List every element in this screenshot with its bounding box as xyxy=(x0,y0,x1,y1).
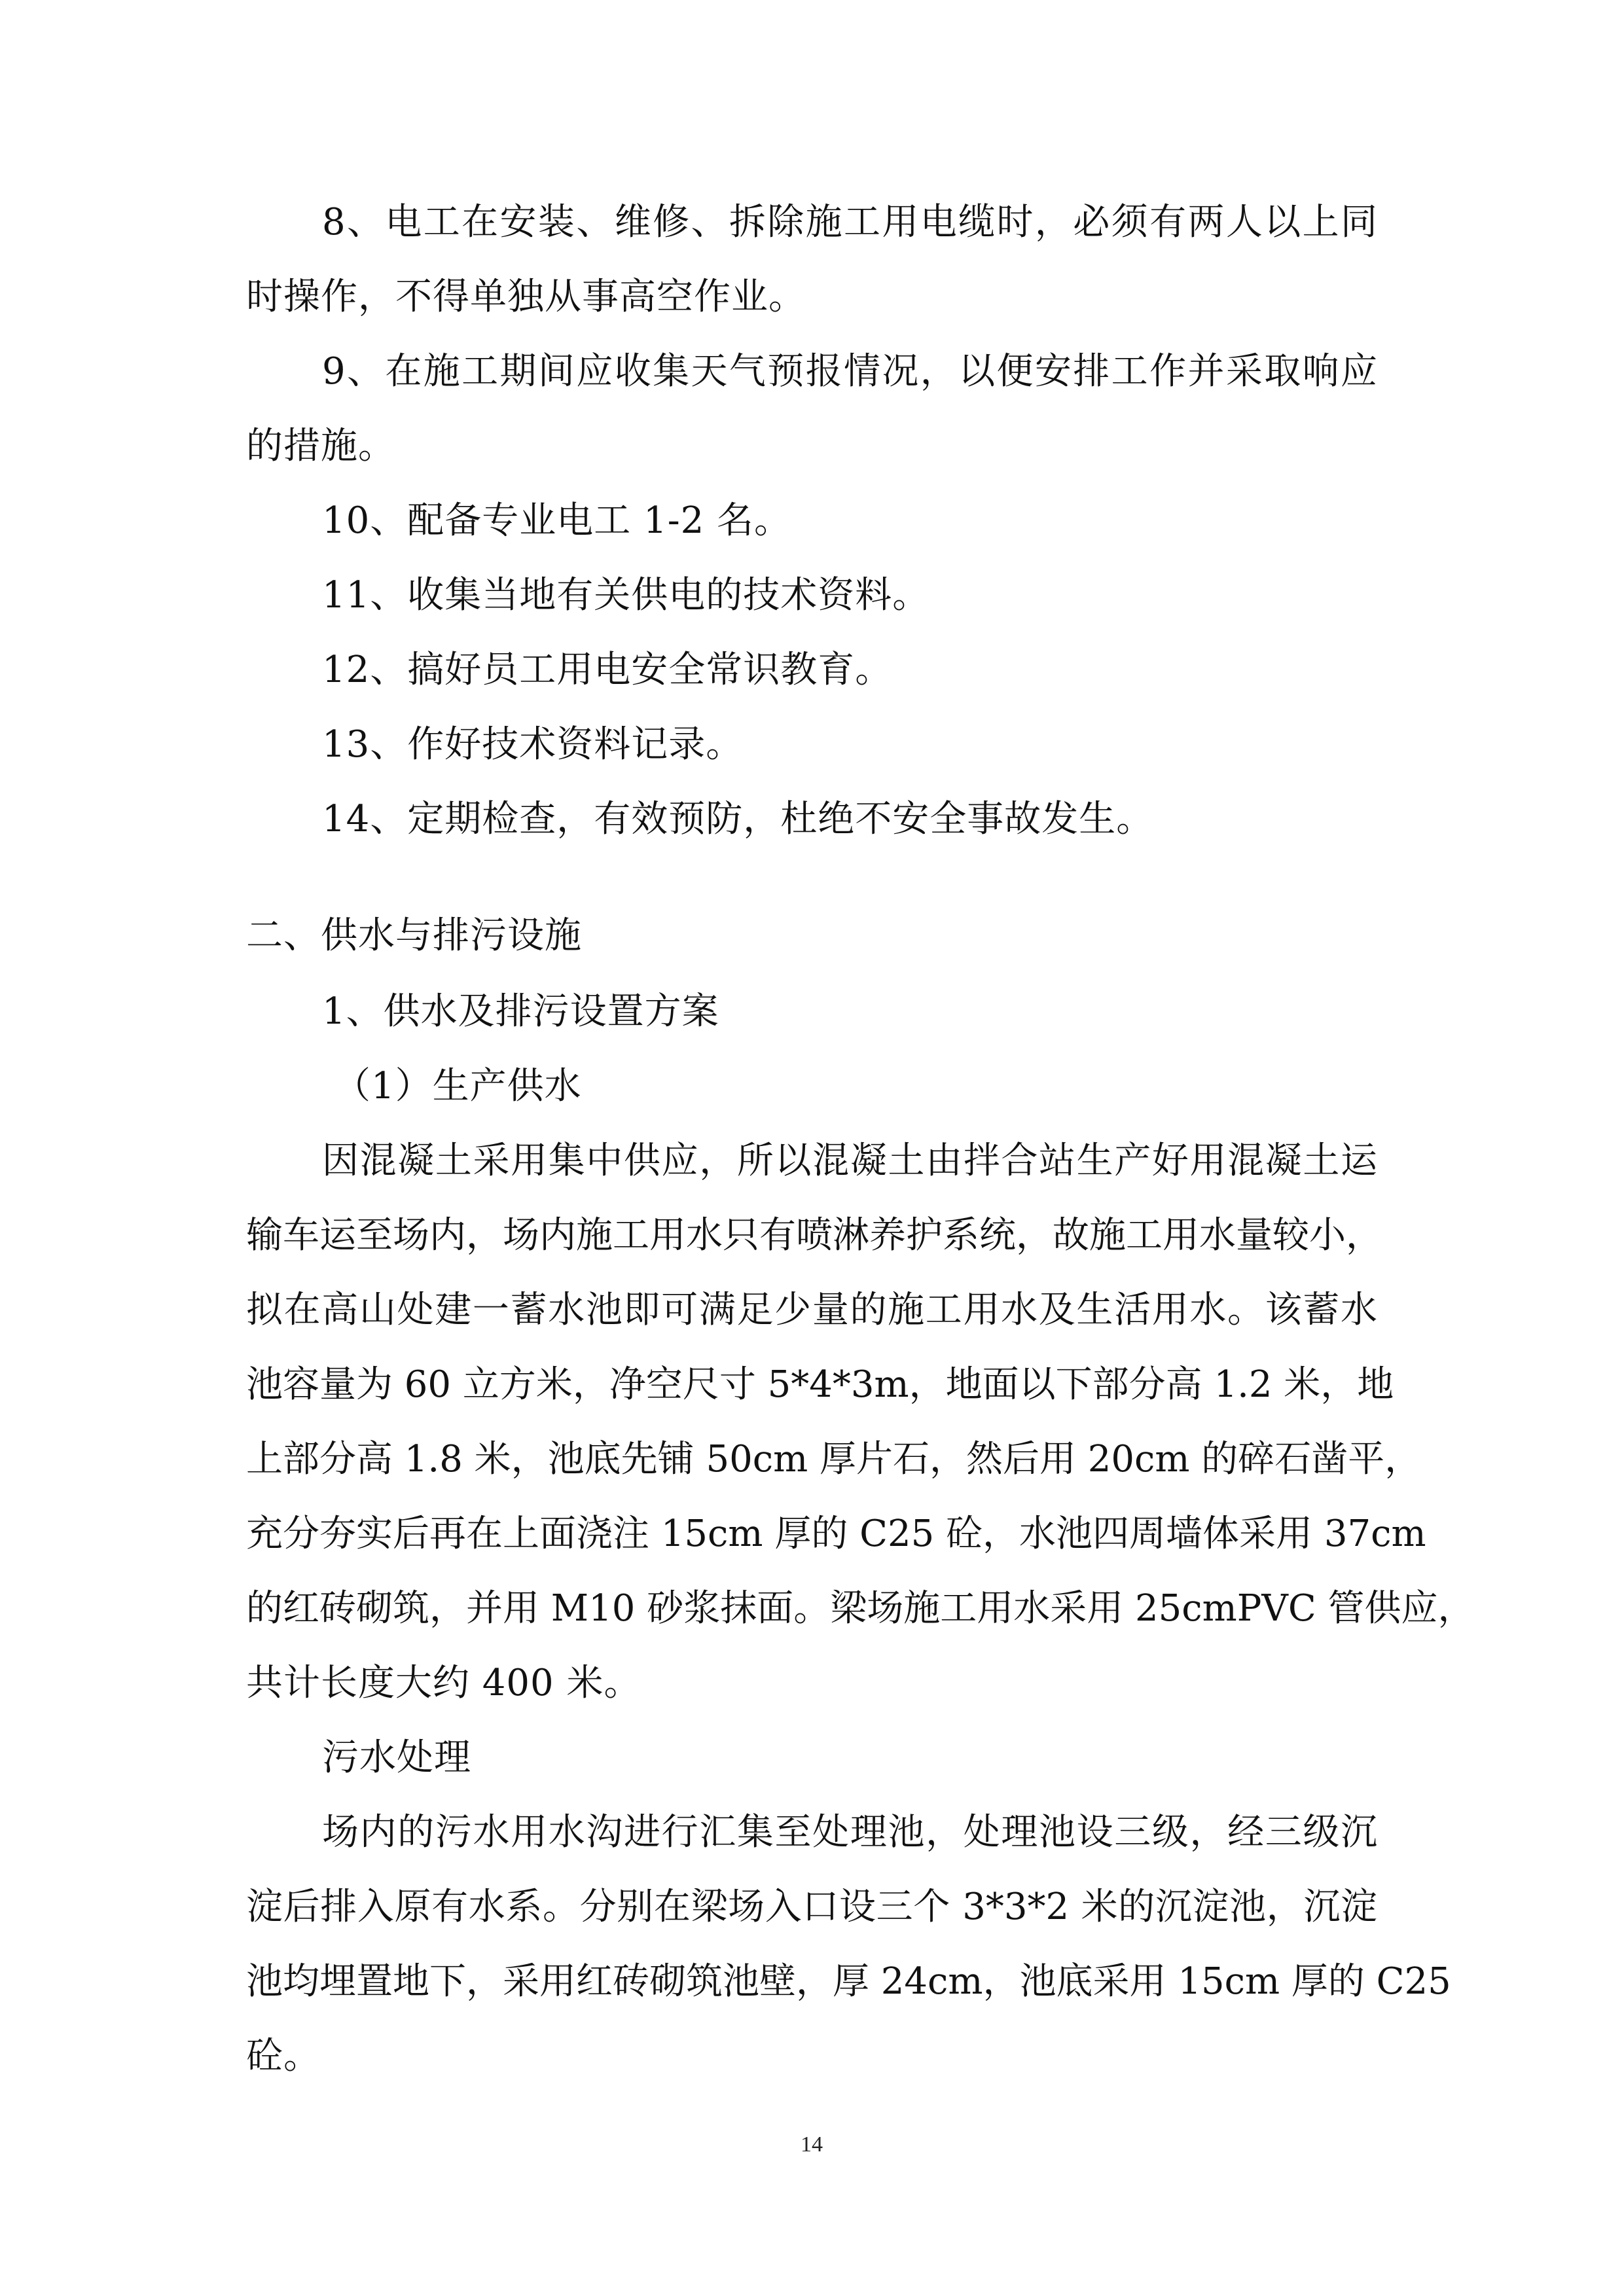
page-number: 14 xyxy=(801,2132,823,2157)
sewage-paragraph-line-1: 场内的污水用水沟进行汇集至处理池，处理池设三级，经三级沉 xyxy=(322,1811,1377,1854)
item-8-line-2: 时操作，不得单独从事高空作业。 xyxy=(246,276,806,318)
paragraph-line-8: 共计长度大约 400 米。 xyxy=(246,1662,641,1704)
section-heading: 二、供水与排污设施 xyxy=(246,914,582,957)
paragraph-line-5: 上部分高 1.8 米，池底先铺 50cm 厚片石，然后用 20cm 的碎石凿平， xyxy=(246,1438,1422,1480)
production-water-heading: （1）生产供水 xyxy=(334,1065,582,1107)
item-11: 11、收集当地有关供电的技术资料。 xyxy=(322,574,930,617)
sewage-paragraph-line-2: 淀后排入原有水系。分别在梁场入口设三个 3*3*2 米的沉淀池，沉淀 xyxy=(246,1886,1377,1928)
paragraph-line-2: 输车运至场内，场内施工用水只有喷淋养护系统，故施工用水量较小， xyxy=(246,1214,1382,1257)
paragraph-line-4: 池容量为 60 立方米，净空尺寸 5*4*3m，地面以下部分高 1.2 米，地 xyxy=(246,1363,1394,1406)
item-9-line-1: 9、在施工期间应收集天气预报情况，以便安排工作并采取响应 xyxy=(322,350,1377,393)
sewage-paragraph-line-4: 砼。 xyxy=(246,2035,321,2077)
item-8-line-1: 8、电工在安装、维修、拆除施工用电缆时，必须有两人以上同 xyxy=(322,201,1377,243)
paragraph-line-3: 拟在高山处建一蓄水池即可满足少量的施工用水及生活用水。该蓄水 xyxy=(246,1289,1377,1331)
item-12: 12、搞好员工用电安全常识教育。 xyxy=(322,649,893,691)
subsection-heading: 1、供水及排污设置方案 xyxy=(322,990,719,1033)
item-9-line-2: 的措施。 xyxy=(246,425,395,467)
sewage-paragraph-line-3: 池均埋置地下，采用红砖砌筑池壁，厚 24cm，池底采用 15cm 厚的 C25 xyxy=(246,1960,1451,2003)
item-13: 13、作好技术资料记录。 xyxy=(322,723,744,766)
paragraph-line-6: 充分夯实后再在上面浇注 15cm 厚的 C25 砼，水池四周墙体采用 37cm xyxy=(246,1513,1426,1555)
item-14: 14、定期检查，有效预防，杜绝不安全事故发生。 xyxy=(322,798,1154,840)
paragraph-line-1: 因混凝土采用集中供应，所以混凝土由拌合站生产好用混凝土运 xyxy=(322,1139,1377,1182)
item-10: 10、配备专业电工 1-2 名。 xyxy=(322,499,792,542)
sewage-heading: 污水处理 xyxy=(322,1736,471,1779)
paragraph-line-7: 的红砖砌筑，并用 M10 砂浆抹面。梁场施工用水采用 25cmPVC 管供应， xyxy=(246,1587,1475,1630)
